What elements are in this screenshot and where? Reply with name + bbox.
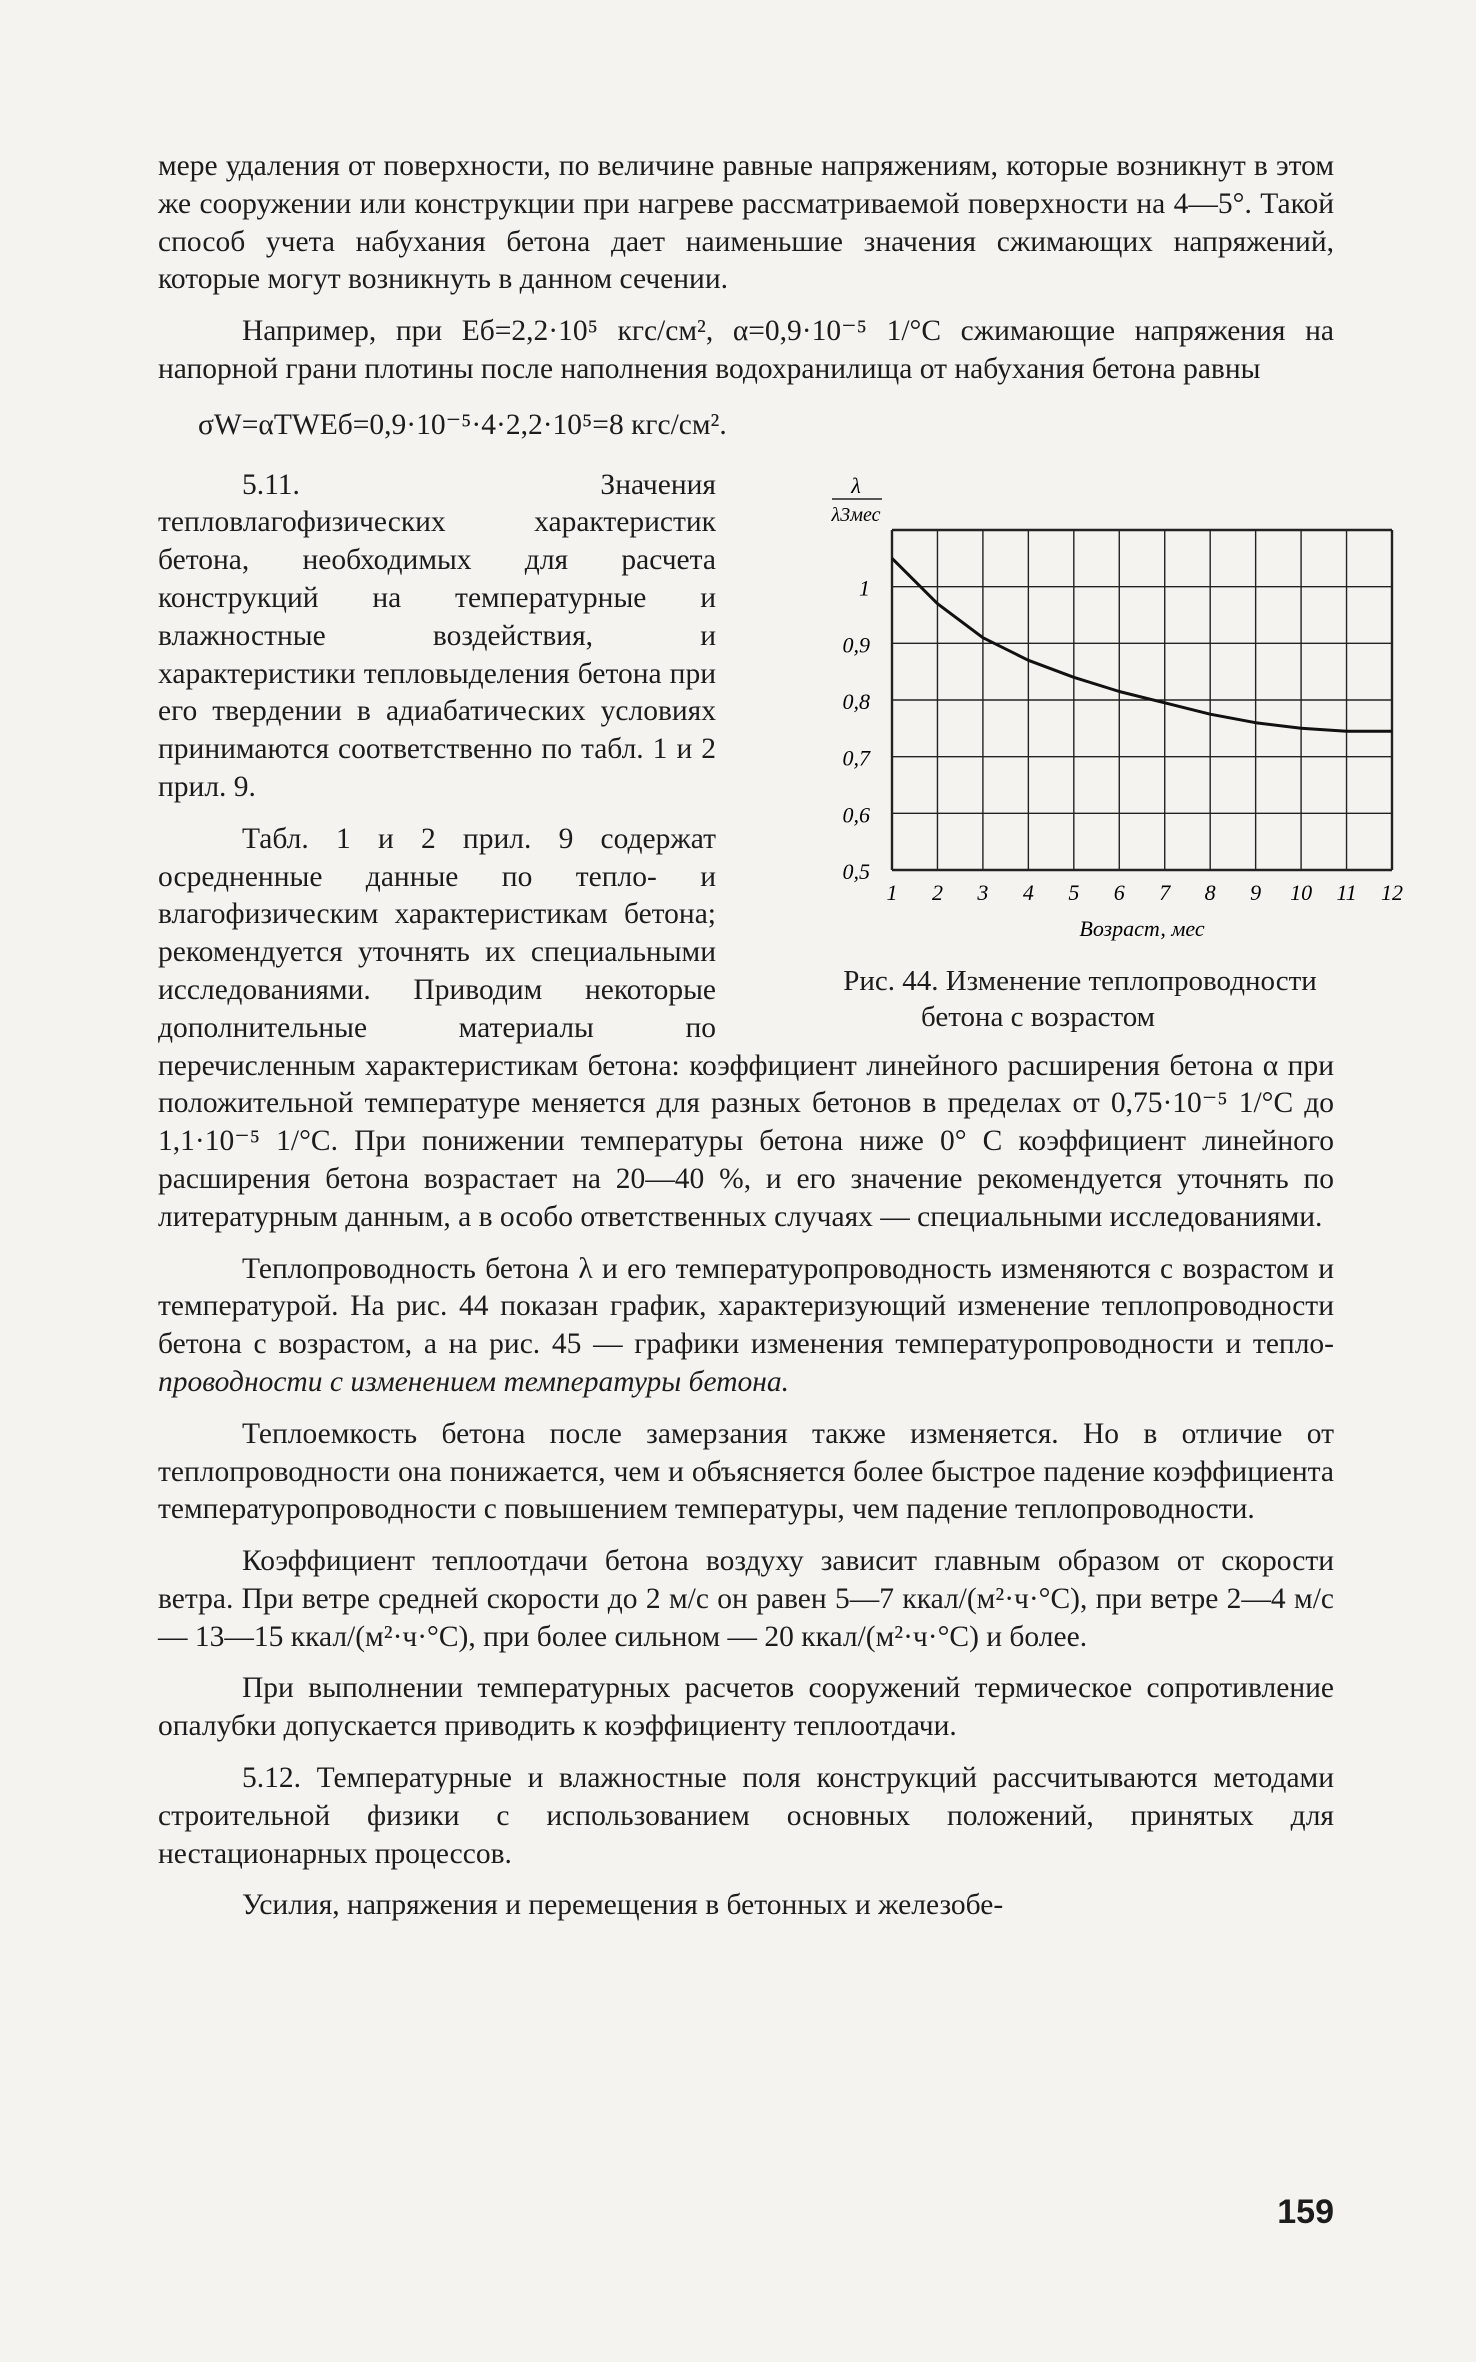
page-number: 159 bbox=[1277, 2193, 1334, 2231]
y-tick-label: 1 bbox=[859, 575, 870, 601]
y-tick-label: 0,6 bbox=[842, 801, 870, 827]
paragraph-9: 5.12. Температурные и влажностные поля конструкций рассчитываются методами строительной физики с использованием основных положений, принятых для нестационарных процессов. bbox=[158, 1762, 1334, 1870]
y-tick-label: 0,8 bbox=[842, 688, 870, 714]
x-axis-label: Возраст, мес bbox=[1079, 915, 1205, 941]
x-tick-label: 7 bbox=[1159, 879, 1171, 905]
formula: σW=αTWEб=0,9·10⁻⁵·4·2,2·10⁵=8 кгс/см². bbox=[198, 408, 727, 441]
paragraph-5-italic: проводности с изменением температуры бетона. bbox=[158, 1365, 790, 1398]
y-tick-label: 0,5 bbox=[842, 858, 870, 884]
paragraph-2: Например, при Eб=2,2·10⁵ кгс/см², α=0,9·10⁻⁵ 1/°С сжимающие напряжения на напорной грани плотины после наполнения водохранилища от набухания бетона равны bbox=[158, 315, 1334, 385]
paragraph-5-text: Теплопроводность бетона λ и его температуропроводность изменяются с возрастом и температурой. На рис. 44 показан график, характеризующий изменение теплопроводности бетона с возрастом, а на рис. 45 — графики изменения температуропроводности и тепло- bbox=[158, 1252, 1334, 1361]
page-body bbox=[158, 148, 1403, 1925]
paragraph-10: Усилия, напряжения и перемещения в бетонных и железобе- bbox=[242, 1889, 1004, 1922]
x-tick-label: 5 bbox=[1068, 879, 1080, 905]
y-axis-label-numerator: λ bbox=[851, 474, 861, 498]
figure-44 bbox=[742, 474, 1403, 1035]
x-tick-label: 10 bbox=[1290, 879, 1313, 905]
paragraph-8: При выполнении температурных расчетов сооружений термическое сопротивление опалубки допускается приводить к коэффициенту теплоотдачи. bbox=[158, 1672, 1334, 1743]
x-tick-label: 12 bbox=[1381, 879, 1403, 905]
chart-plot bbox=[826, 475, 1418, 945]
paragraph-7: Коэффициент теплоотдачи бетона воздуху зависит главным образом от скорости ветра. При ветре средней скорости до 2 м/с он равен 5—7 ккал/(м²·ч·°С), при ветре 2—4 м/с — 13—15 ккал/(м²·ч·°С), при более сильном — 20 ккал/(м²·ч·°С) и более. bbox=[158, 1545, 1334, 1653]
x-tick-label: 4 bbox=[1022, 879, 1034, 905]
paragraph-1: мере удаления от поверхности, по величине равные напряжениям, которые возникнут в этом же сооружении или конструкции при нагреве рассматриваемой поверхности на 4—5°. Такой способ учета набухания бетона дает наименьшие значения сжимающих напряжений, которые могут возникнуть в данном сечении. bbox=[158, 150, 1334, 296]
paragraph-4: Табл. 1 и 2 прил. 9 содержат осредненные данные по тепло- и влагофизическим характеристикам бетона; рекомендуется уточнять их специальными исследованиями. Приводим некоторые дополнительные материалы по перечисленным характеристикам бетона: коэффициент линейного расширения бетона α при положительной температуре меняется для разных бетонов в пределах от 0,75·10⁻⁵ 1/°С до 1,1·10⁻⁵ 1/°С. При понижении температуры бетона ниже 0° С коэффициент линейного расширения бетона возрастает на 20—40 %, и его значение рекомендуется уточнять по литературным данным, а в особо ответственных случаях — специальными исследованиями. bbox=[158, 822, 1334, 1233]
x-tick-label: 6 bbox=[1113, 879, 1125, 905]
x-tick-label: 1 bbox=[886, 879, 898, 905]
y-tick-label: 0,9 bbox=[842, 631, 870, 657]
paragraph-6: Теплоемкость бетона после замерзания также изменяется. Но в отличие от теплопроводности она понижается, чем и объясняется более быстрое падение коэффициента температуропроводности с повышением температуры, чем падение теплопроводности. bbox=[158, 1417, 1334, 1526]
x-tick-label: 2 bbox=[931, 879, 943, 905]
x-tick-label: 3 bbox=[977, 879, 989, 905]
series-line bbox=[892, 558, 1392, 731]
figure-caption: Рис. 44. Изменение теплопроводности бетона с возрастом bbox=[843, 965, 1317, 1034]
paragraph-3-text: 5.11. Значения тепловлагофизических характеристик бетона, необходимых для расчета конструкций на температурные и влажностные воздействия, и характеристики тепловыделения бетона при его твердении в адиабатических условиях принимаются соответственно по табл. 1 и 2 прил. 9. bbox=[158, 468, 716, 803]
x-tick-label: 9 bbox=[1250, 879, 1262, 905]
x-tick-label: 8 bbox=[1204, 879, 1216, 905]
y-tick-label: 0,7 bbox=[842, 745, 870, 771]
paragraph-5 bbox=[158, 1251, 1334, 1402]
y-axis-label-denominator: λ3мес bbox=[831, 503, 881, 526]
x-tick-label: 11 bbox=[1336, 879, 1357, 905]
